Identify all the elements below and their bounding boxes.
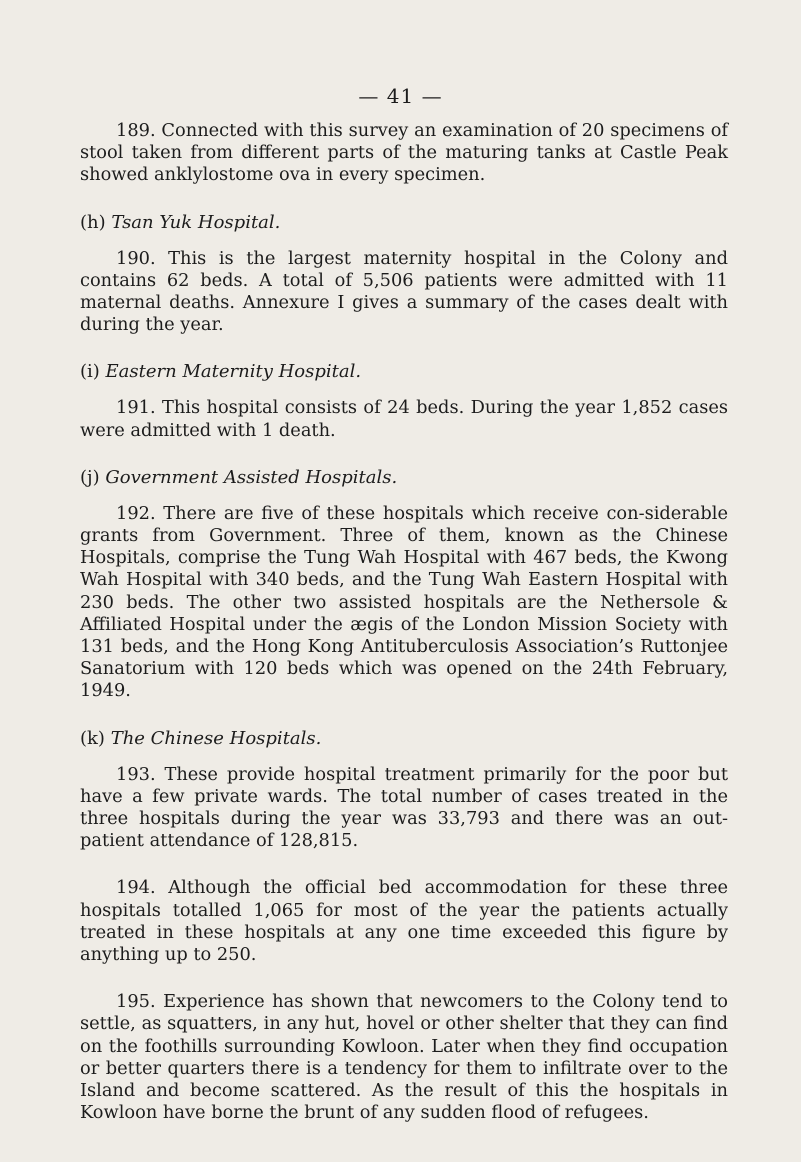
section-letter: (j) xyxy=(80,466,100,488)
section-title: The Chinese Hospitals. xyxy=(110,727,322,749)
paragraph-189: 189. Connected with this survey an examination of 20 specimens of stool taken from different parts of the maturing tanks at Castle Peak showed anklylostome ova in every specimen. xyxy=(80,120,728,186)
page-body xyxy=(80,120,728,1125)
section-title: Tsan Yuk Hospital. xyxy=(111,211,281,233)
section-heading-j xyxy=(80,467,728,489)
section-title: Government Assisted Hospitals. xyxy=(105,466,398,488)
section-letter: (h) xyxy=(80,211,106,233)
section-heading-k xyxy=(80,728,728,750)
section-title: Eastern Maternity Hospital. xyxy=(105,361,362,383)
paragraph-192: 192. There are five of these hospitals which receive con-siderable grants from Government. Three of them, known as the Chinese Hospitals, comprise the Tung Wah Hospital with 467 beds, the Kwong Wah Hospital with 340 beds, and the Tung Wah Eastern Hospital with 230 beds. The other two assisted hospitals are the Nethersole & Affiliated Hospital under the ægis of the London Mission Society with 131 beds, and the Hong Kong Antituberculosis Association’s Ruttonjee Sanatorium with 120 beds which was opened on the 24th February, 1949. xyxy=(80,502,728,702)
section-letter: (i) xyxy=(80,361,100,383)
paragraph-190: 190. This is the largest maternity hospital in the Colony and contains 62 beds. A total of 5,506 patients were admitted with 11 maternal deaths. Annexure I gives a summary of the cases dealt with during the year. xyxy=(80,247,728,336)
paragraph-191: 191. This hospital consists of 24 beds. During the year 1,852 cases were admitted with 1 death. xyxy=(80,397,728,441)
paragraph-194: 194. Although the official bed accommodation for these three hospitals totalled 1,065 for most of the year the patients actually treated in these hospitals at any one time exceeded this figure by anything up to 250. xyxy=(80,877,728,966)
page-number: — 41 — xyxy=(358,84,443,108)
section-heading-i xyxy=(80,361,728,383)
section-heading-h xyxy=(80,212,728,234)
paragraph-195: 195. Experience has shown that newcomers to the Colony tend to settle, as squatters, in any hut, hovel or other shelter that they can find on the foothills surrounding Kowloon. Later when they find occupation or better quarters there is a tendency for them to infiltrate over to the Island and become scattered. As the result of this the hospitals in Kowloon have borne the brunt of any sudden flood of refugees. xyxy=(80,991,728,1124)
paragraph-193: 193. These provide hospital treatment primarily for the poor but have a few private wards. The total number of cases treated in the three hospitals during the year was 33,793 and there was an out-patient attendance of 128,815. xyxy=(80,763,728,852)
section-letter: (k) xyxy=(80,727,105,749)
